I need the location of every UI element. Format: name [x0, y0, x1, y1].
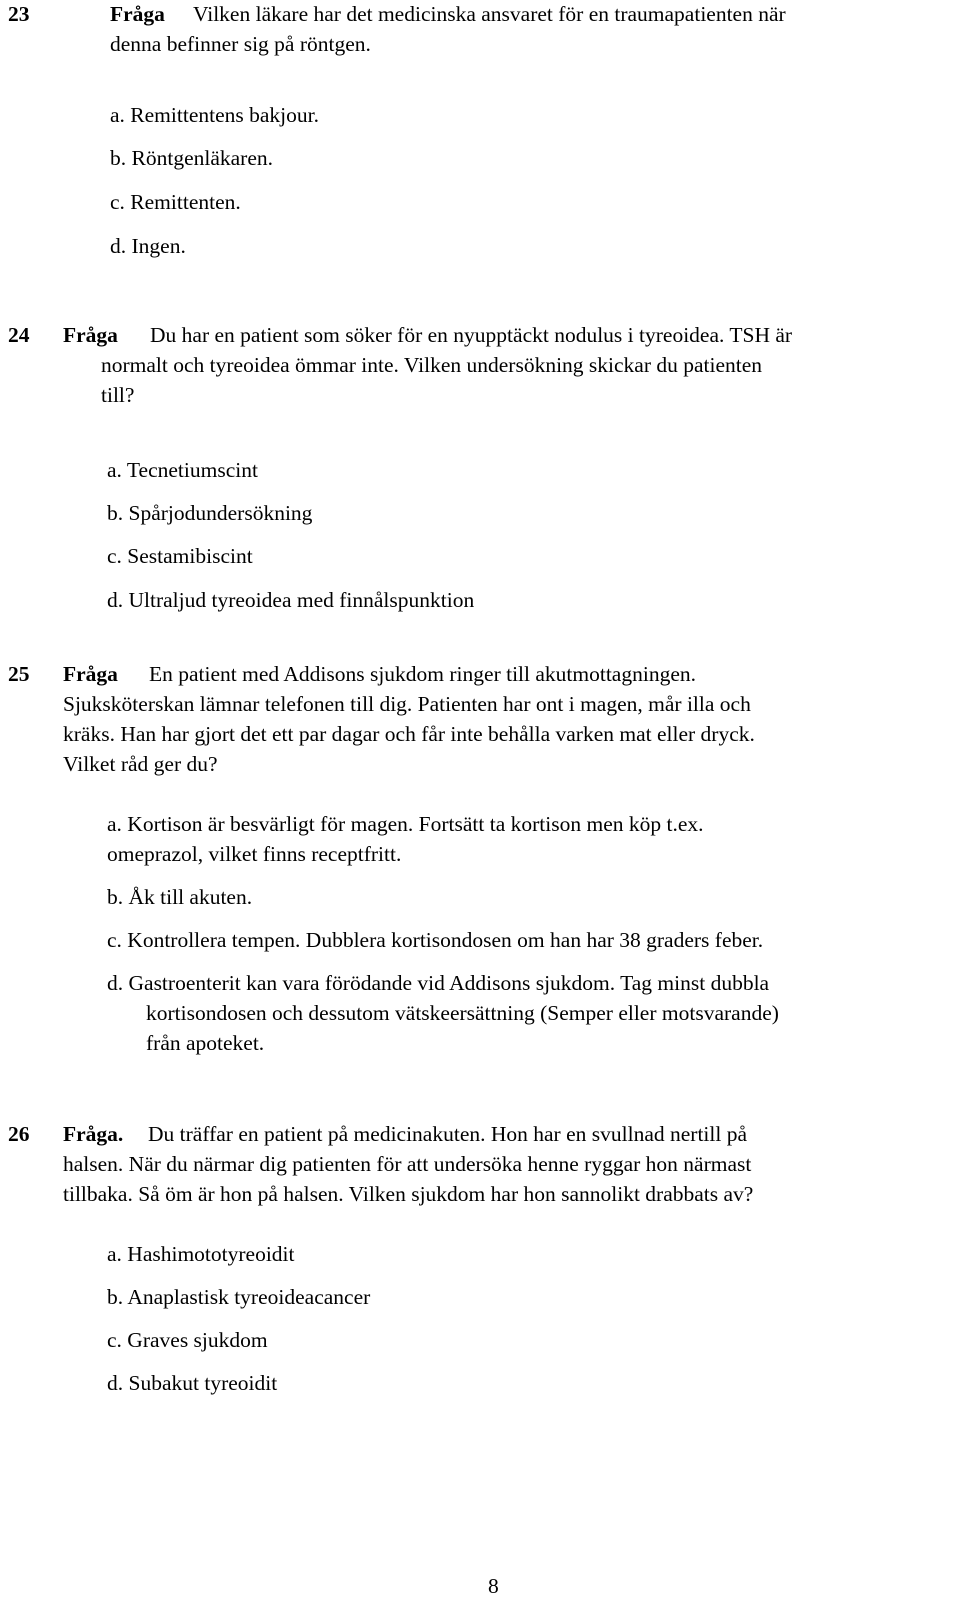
- answer-option-a: a. Remittentens bakjour.: [110, 103, 319, 127]
- answer-option-d: d. Ultraljud tyreoidea med finnålspunktion: [107, 588, 475, 612]
- answer-option-b: b. Röntgenläkaren.: [110, 146, 273, 170]
- question-number: 25: [8, 662, 30, 686]
- question-text-line: halsen. När du närmar dig patienten för att undersöka henne ryggar hon närmast: [63, 1152, 752, 1176]
- question-text-line: Du har en patient som söker för en nyupptäckt nodulus i tyreoidea. TSH är: [150, 323, 793, 347]
- answer-option-d: d. Subakut tyreoidit: [107, 1371, 278, 1395]
- answer-option-b: b. Åk till akuten.: [107, 885, 253, 909]
- answer-option-c: c. Kontrollera tempen. Dubblera kortisondosen om han har 38 graders feber.: [107, 928, 764, 952]
- question-text-line: tillbaka. Så öm är hon på halsen. Vilken sjukdom har hon sannolikt drabbats av?: [63, 1182, 754, 1206]
- question-label: Fråga: [63, 323, 118, 347]
- question-text-line: normalt och tyreoidea ömmar inte. Vilken undersökning skickar du patienten: [101, 353, 763, 377]
- answer-option-a-cont: omeprazol, vilket finns receptfritt.: [107, 842, 402, 866]
- answer-option-c: c. Graves sjukdom: [107, 1328, 268, 1352]
- question-text-line: En patient med Addisons sjukdom ringer till akutmottagningen.: [149, 662, 696, 686]
- answer-option-b: b. Spårjodundersökning: [107, 501, 313, 525]
- question-label: Fråga.: [63, 1122, 124, 1146]
- answer-option-d: d. Gastroenterit kan vara förödande vid Addisons sjukdom. Tag minst dubbla: [107, 971, 770, 995]
- answer-option-d-cont: från apoteket.: [146, 1031, 265, 1055]
- answer-option-c: c. Sestamibiscint: [107, 544, 253, 568]
- answer-option-c: c. Remittenten.: [110, 190, 241, 214]
- question-text-line: till?: [101, 383, 135, 407]
- question-number: 24: [8, 323, 30, 347]
- question-text-line: kräks. Han har gjort det ett par dagar och får inte behålla varken mat eller dryck.: [63, 722, 755, 746]
- answer-option-a: a. Hashimototyreoidit: [107, 1242, 295, 1266]
- question-text-line: Du träffar en patient på medicinakuten. Hon har en svullnad nertill på: [148, 1122, 748, 1146]
- question-number: 23: [8, 2, 30, 26]
- answer-option-d-cont: kortisondosen och dessutom vätskeersättning (Semper eller motsvarande): [146, 1001, 779, 1025]
- question-text-line: Vilket råd ger du?: [63, 752, 218, 776]
- question-text-line: Vilken läkare har det medicinska ansvaret för en traumapatienten när: [193, 2, 786, 26]
- question-label: Fråga: [110, 2, 165, 26]
- question-text-line: denna befinner sig på röntgen.: [110, 32, 371, 56]
- question-number: 26: [8, 1122, 30, 1146]
- question-text-line: Sjuksköterskan lämnar telefonen till dig. Patienten har ont i magen, mår illa och: [63, 692, 751, 716]
- answer-option-a: a. Kortison är besvärligt för magen. Fortsätt ta kortison men köp t.ex.: [107, 812, 704, 836]
- answer-option-b: b. Anaplastisk tyreoideacancer: [107, 1285, 371, 1309]
- page-number: 8: [488, 1574, 499, 1598]
- answer-option-a: a. Tecnetiumscint: [107, 458, 258, 482]
- question-label: Fråga: [63, 662, 118, 686]
- answer-option-d: d. Ingen.: [110, 234, 186, 258]
